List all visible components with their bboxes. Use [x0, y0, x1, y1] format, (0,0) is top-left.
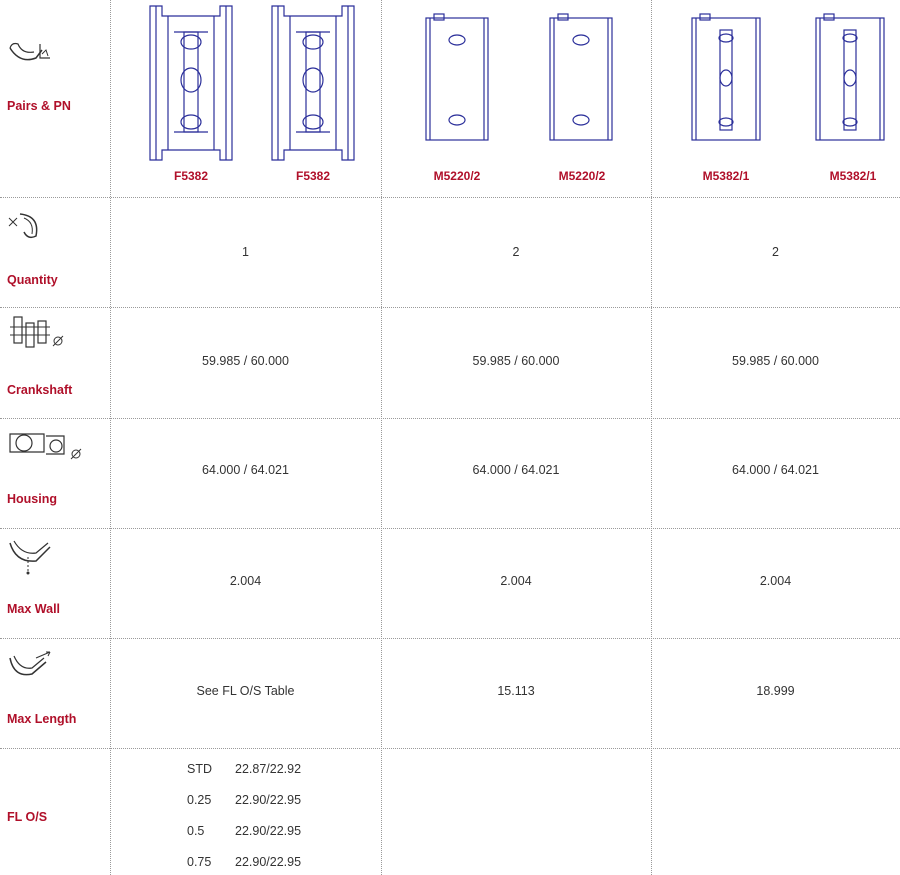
row-label-quantity: Quantity — [7, 273, 58, 287]
grooved-bearing-drawing — [690, 12, 762, 142]
row-divider — [0, 197, 900, 198]
part-number: M5220/2 — [558, 169, 606, 183]
part-number: M5382/1 — [829, 169, 877, 183]
fl-os-row — [187, 824, 301, 838]
col-divider — [651, 0, 652, 875]
part-number: M5220/2 — [433, 169, 481, 183]
plain-bearing-drawing — [548, 12, 614, 142]
flanged-bearing-drawing — [270, 2, 356, 164]
housing-value: 64.000 / 64.021 — [732, 463, 819, 477]
row-label-crankshaft: Crankshaft — [7, 383, 73, 397]
max-wall-value: 2.004 — [500, 574, 532, 588]
fl-os-row — [187, 793, 301, 807]
wall-thickness-icon — [6, 537, 58, 579]
row-divider — [0, 307, 900, 308]
fl-os-size: STD — [187, 762, 212, 776]
row-divider — [0, 418, 900, 419]
fl-os-row — [187, 855, 301, 869]
fl-os-value: 22.90/22.95 — [235, 855, 302, 869]
crankshaft-value: 59.985 / 60.000 — [202, 354, 289, 368]
length-icon — [6, 648, 58, 688]
part-number: M5382/1 — [702, 169, 750, 183]
fl-os-value: 22.87/22.92 — [235, 762, 302, 776]
fl-os-row — [187, 762, 301, 776]
max-length-value: 18.999 — [756, 684, 795, 698]
fl-os-size: 0.75 — [187, 855, 212, 869]
quantity-value: 2 — [512, 245, 520, 259]
max-length-value: 15.113 — [497, 684, 535, 698]
row-label-housing: Housing — [7, 492, 57, 506]
col-divider — [381, 0, 382, 875]
row-divider — [0, 638, 900, 639]
plain-bearing-drawing — [424, 12, 490, 142]
quantity-value: 1 — [242, 245, 249, 259]
part-number: F5382 — [295, 169, 331, 183]
housing-value: 64.000 / 64.021 — [472, 463, 560, 477]
grooved-bearing-drawing — [814, 12, 886, 142]
part-number: F5382 — [173, 169, 209, 183]
crankshaft-diameter-icon — [6, 313, 68, 351]
row-divider — [0, 528, 900, 529]
fl-os-value: 22.90/22.95 — [235, 824, 302, 838]
fl-os-size: 0.5 — [187, 824, 205, 838]
col-divider — [110, 0, 111, 875]
row-divider — [0, 748, 900, 749]
housing-value: 64.000 / 64.021 — [202, 463, 289, 477]
row-label-max-wall: Max Wall — [7, 602, 61, 616]
row-label-fl-os: FL O/S — [7, 810, 48, 824]
max-length-value: See FL O/S Table — [196, 684, 295, 698]
quantity-value: 2 — [772, 245, 779, 259]
fl-os-size: 0.25 — [187, 793, 212, 807]
quantity-shell-icon — [6, 206, 46, 246]
bearing-shell-icon — [6, 38, 54, 68]
row-label-max-length: Max Length — [7, 712, 77, 726]
housing-diameter-icon — [6, 428, 82, 462]
max-wall-value: 2.004 — [229, 574, 262, 588]
fl-os-value: 22.90/22.95 — [235, 793, 302, 807]
crankshaft-value: 59.985 / 60.000 — [472, 354, 560, 368]
flanged-bearing-drawing — [148, 2, 234, 164]
row-label-pairs: Pairs & PN — [7, 99, 71, 113]
crankshaft-value: 59.985 / 60.000 — [732, 354, 819, 368]
max-wall-value: 2.004 — [759, 574, 792, 588]
